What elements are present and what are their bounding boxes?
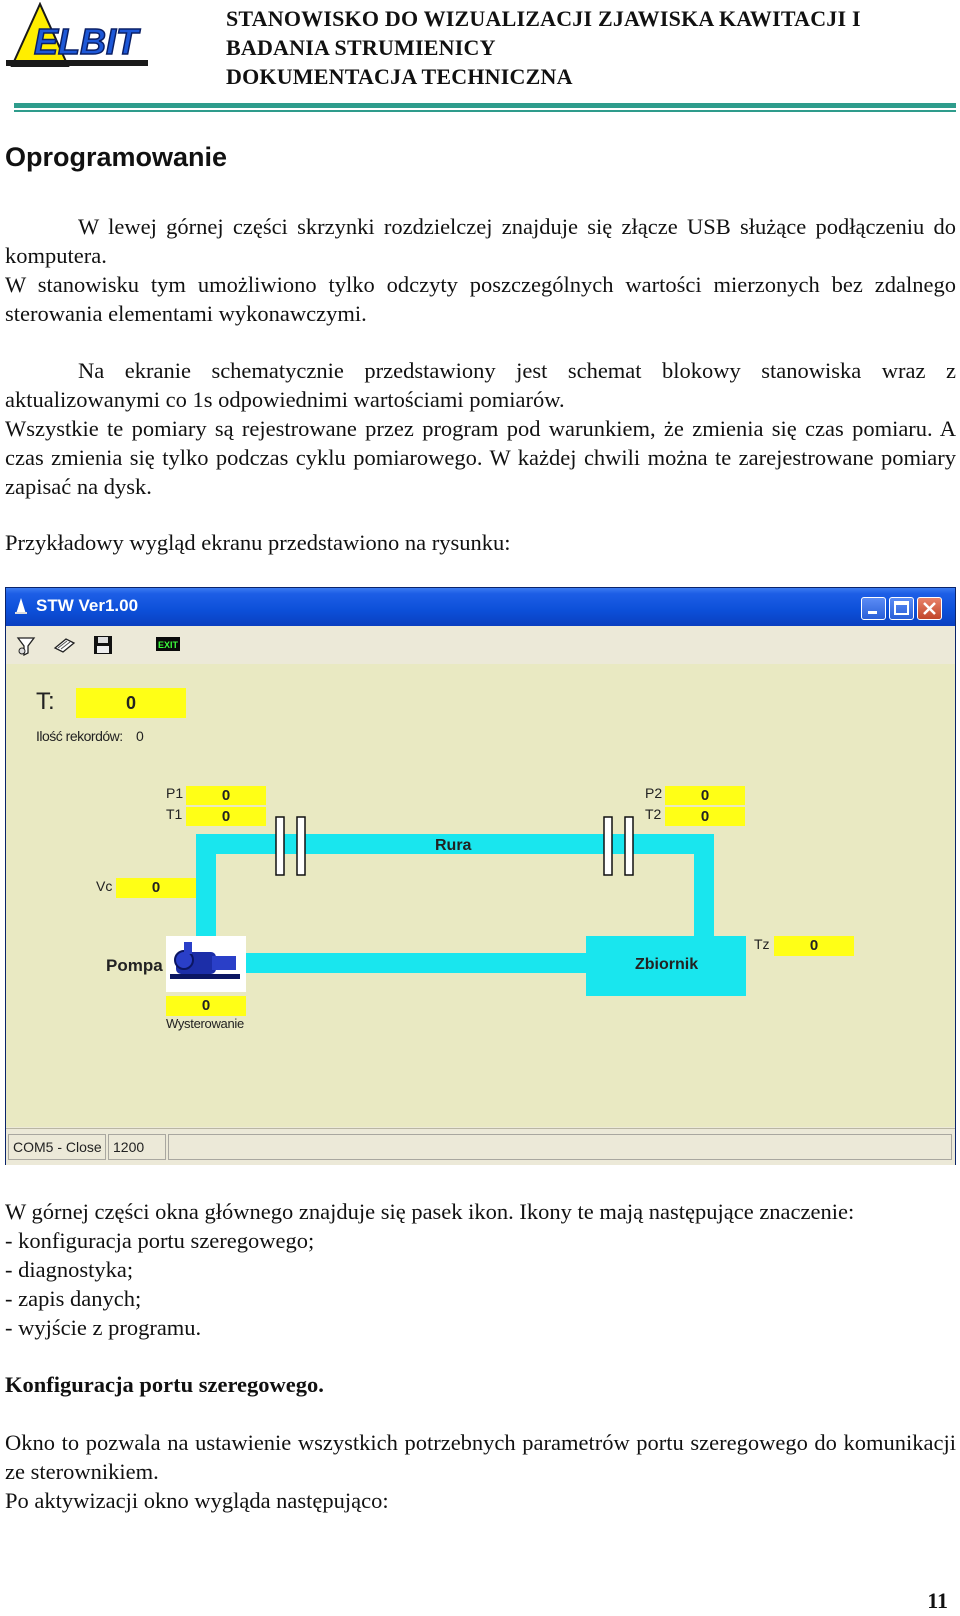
document-header-title (226, 4, 956, 91)
subheading-serial-config: Konfiguracja portu szeregowego. (5, 1372, 324, 1397)
p1-label: P1 (166, 785, 184, 801)
header-line-1: STANOWISKO DO WIZUALIZACJI ZJAWISKA KAWITACJI I (226, 6, 861, 31)
time-label: T: (36, 688, 55, 715)
p2-label: P2 (645, 785, 663, 801)
paragraph-screen: Na ekranie schematycznie przedstawiony jest schemat blokowy stanowiska wraz z aktualizowanymi co 1s odpowiednimi wartościami pomiarów. (5, 358, 956, 412)
pump-icon (166, 936, 246, 992)
vc-label: Vc (96, 878, 113, 894)
pipe-label: Rura (435, 837, 472, 854)
tz-value: 0 (774, 936, 854, 956)
p2-value: 0 (665, 786, 745, 805)
header-line-3: DOKUMENTACJA TECHNICZNA (226, 64, 573, 89)
list-item-serial: - konfiguracja portu szeregowego; (5, 1228, 315, 1253)
vc-value: 0 (116, 878, 196, 898)
page-number: 11 (927, 1588, 948, 1613)
paragraph-recording: Wszystkie te pomiary są rejestrowane przez program pod warunkiem, że zmienia się czas pomiaru. A czas zmienia się tylko podczas cyklu pomiarowego. W każdej chwili można te zarejestrowane pomiary zapisać na dysk. (5, 416, 956, 499)
header-line-2: BADANIA STRUMIENICY (226, 35, 496, 60)
list-item-exit: - wyjście z programu. (5, 1315, 202, 1340)
save-data-icon[interactable] (90, 634, 116, 656)
icon-toolbar (6, 626, 955, 665)
paragraph-serial-desc: Okno to pozwala na ustawienie wszystkich potrzebnych parametrów portu szeregowego do komunikacji ze sterownikiem. (5, 1430, 956, 1484)
tz-label: Tz (754, 936, 770, 952)
flange-right-1 (604, 817, 612, 875)
svg-text:EXIT: EXIT (157, 640, 179, 650)
records-label: Ilość rekordów: (36, 728, 123, 744)
pipe-left-vertical (196, 834, 216, 949)
steering-label: Wysterowanie (166, 1016, 244, 1031)
status-empty (168, 1134, 952, 1160)
pump-label: Pompa (106, 956, 163, 975)
status-baud: 1200 (108, 1134, 166, 1160)
t2-label: T2 (645, 806, 662, 822)
serial-config-icon[interactable] (14, 634, 40, 656)
paragraph-figure-intro: Przykładowy wygląd ekranu przedstawiono na rysunku: (5, 530, 511, 555)
exit-icon[interactable] (154, 634, 184, 656)
status-bar (6, 1128, 955, 1165)
paragraph-activation: Po aktywizacji okno wygląda następująco: (5, 1488, 389, 1513)
diagnostics-icon[interactable] (52, 634, 78, 656)
app-window-screenshot (5, 587, 956, 1165)
close-button[interactable] (917, 597, 942, 620)
svg-text:ELBIT: ELBIT (34, 21, 138, 62)
header-rule-thick (14, 103, 956, 108)
t2-value: 0 (665, 807, 745, 826)
window-titlebar (6, 588, 955, 626)
flange-right-2 (625, 817, 633, 875)
pipe-right-vertical (694, 834, 714, 949)
t1-label: T1 (166, 806, 183, 822)
status-port: COM5 - Close (8, 1134, 106, 1160)
tank-label: Zbiornik (635, 956, 699, 973)
t1-value: 0 (186, 807, 266, 826)
window-title: STW Ver1.00 (36, 596, 139, 615)
pipe-return (246, 953, 591, 973)
app-icon (13, 597, 29, 615)
flange-left-2 (297, 817, 305, 875)
steering-value: 0 (166, 996, 246, 1016)
maximize-button[interactable] (889, 597, 914, 620)
section-title: Oprogramowanie (5, 142, 228, 172)
header-rule-thin (14, 110, 956, 112)
records-count: 0 (136, 728, 144, 744)
paragraph-readonly: W stanowisku tym umożliwiono tylko odczyty poszczególnych wartości mierzonych bez zdalnego sterowania elementami wykonawczymi. (5, 272, 956, 326)
schematic-panel (6, 664, 955, 1127)
time-value: 0 (76, 688, 186, 718)
p1-value: 0 (186, 786, 266, 805)
paragraph-toolbar-desc: W górnej części okna głównego znajduje się pasek ikon. Ikony te mają następujące znaczenie: (5, 1199, 855, 1224)
paragraph-usb: W lewej górnej części skrzynki rozdzielczej znajduje się złącze USB służące podłączeniu do komputera. (5, 214, 956, 268)
list-item-save: - zapis danych; (5, 1286, 142, 1311)
minimize-button[interactable] (861, 597, 886, 620)
flange-left-1 (276, 817, 284, 875)
list-item-diagnostics: - diagnostyka; (5, 1257, 134, 1282)
elbit-logo (4, 2, 150, 68)
